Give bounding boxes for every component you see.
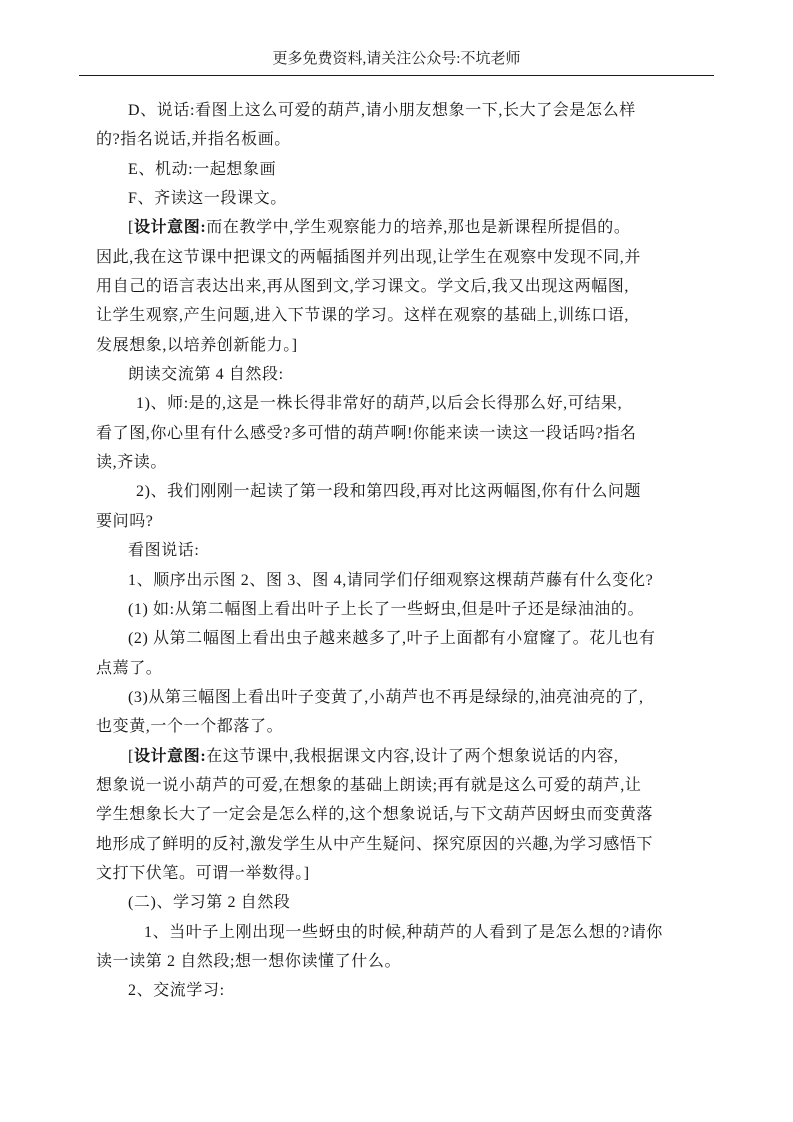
text-line [96, 918, 697, 947]
text-line [96, 448, 697, 477]
text-line [96, 389, 697, 418]
text-run: (1) 如:从第二幅图上看出叶子上长了一些蚜虫,但是叶子还是绿油油的。 [128, 600, 645, 618]
page-header-text: 更多免费资料,请关注公众号:不坑老师 [272, 51, 521, 67]
text-run: (3)从第三幅图上看出叶子变黄了,小葫芦也不再是绿绿的,油亮油亮的了, [128, 688, 644, 706]
text-line [96, 683, 697, 712]
text-run: 1)、师:是的,这是一株长得非常好的葫芦,以后会长得那么好,可结果, [136, 395, 623, 413]
text-line [96, 213, 697, 242]
text-line [96, 184, 697, 213]
text-line [96, 654, 697, 683]
text-line [96, 595, 697, 624]
text-line [96, 947, 697, 976]
text-line [96, 566, 697, 595]
text-line [96, 272, 697, 301]
text-line [96, 96, 697, 125]
text-run: [ [128, 219, 134, 237]
text-run: 用自己的语言表达出来,再从图到文,学习课文。学文后,我又出现这两幅图, [96, 278, 630, 296]
text-run: [ [128, 747, 134, 765]
document-body [96, 96, 697, 1006]
text-line [96, 976, 697, 1005]
text-run: E、机动:一起想象画 [128, 160, 277, 178]
text-run: 发展想象,以培养创新能力。] [96, 336, 298, 354]
text-run: 读一读第 2 自然段;想一想你读懂了什么。 [96, 952, 402, 970]
text-line [96, 536, 697, 565]
text-line [96, 125, 697, 154]
text-run: 要问吗? [96, 512, 154, 530]
text-run: 而在教学中,学生观察能力的培养,那也是新课程所提倡的。 [206, 219, 631, 237]
text-line [96, 830, 697, 859]
text-run: 在这节课中,我根据课文内容,设计了两个想象说话的内容, [206, 747, 619, 765]
text-run: 也变黄,一个一个都落了。 [96, 718, 284, 736]
text-run: 朗读交流第 4 自然段: [128, 366, 284, 384]
text-run: 让学生观察,产生问题,进入下节课的学习。这样在观察的基础上,训练口语, [96, 307, 630, 325]
header-divider [79, 75, 714, 76]
text-run: 看图说话: [128, 542, 200, 560]
text-run: 地形成了鲜明的反衬,激发学生从中产生疑问、探究原因的兴趣,为学习感悟下 [96, 835, 654, 853]
text-run: 1、当叶子上刚出现一些蚜虫的时候,种葫芦的人看到了是怎么想的?请你 [144, 923, 663, 941]
text-line [96, 624, 697, 653]
text-run: (2) 从第二幅图上看出虫子越来越多了,叶子上面都有小窟窿了。花儿也有 [128, 630, 656, 648]
text-line [96, 419, 697, 448]
text-line [96, 742, 697, 771]
text-run: 点蔫了。 [96, 659, 163, 677]
text-line [96, 155, 697, 184]
text-line [96, 859, 697, 888]
text-run: 因此,我在这节课中把课文的两幅插图并列出现,让学生在观察中发现不同,并 [96, 248, 642, 266]
text-run: 读,齐读。 [96, 454, 168, 472]
text-run: 学生想象长大了一定会是怎么样的,这个想象说话,与下文葫芦因蚜虫而变黄落 [96, 806, 654, 824]
text-line [96, 301, 697, 330]
text-line [96, 771, 697, 800]
text-run: 2)、我们刚刚一起读了第一段和第四段,再对比这两幅图,你有什么问题 [136, 483, 642, 501]
text-line [96, 477, 697, 506]
text-line [96, 360, 697, 389]
text-run: 文打下伏笔。可谓一举数得。] [96, 864, 310, 882]
text-run: 看了图,你心里有什么感受?多可惜的葫芦啊!你能来读一读这一段话吗?指名 [96, 424, 637, 442]
text-line [96, 507, 697, 536]
text-line [96, 331, 697, 360]
text-run: D、说话:看图上这么可爱的葫芦,请小朋友想象一下,长大了会是怎么样 [128, 102, 636, 119]
text-run: F、齐读这一段课文。 [128, 190, 287, 208]
text-run: 1、顺序出示图 2、图 3、图 4,请同学们仔细观察这棵葫芦藤有什么变化? [128, 571, 654, 589]
text-run: 的?指名说话,并指名板画。 [96, 131, 291, 149]
text-run: (二)、学习第 2 自然段 [128, 894, 291, 912]
design-intent-label: 设计意图: [133, 747, 207, 765]
text-line [96, 800, 697, 829]
text-line [96, 888, 697, 917]
design-intent-label: 设计意图: [133, 219, 207, 237]
text-line [96, 712, 697, 741]
text-run: 想象说一说小葫芦的可爱,在想象的基础上朗读;再有就是这么可爱的葫芦,让 [96, 776, 642, 794]
text-line [96, 243, 697, 272]
text-run: 2、交流学习: [128, 982, 225, 1000]
